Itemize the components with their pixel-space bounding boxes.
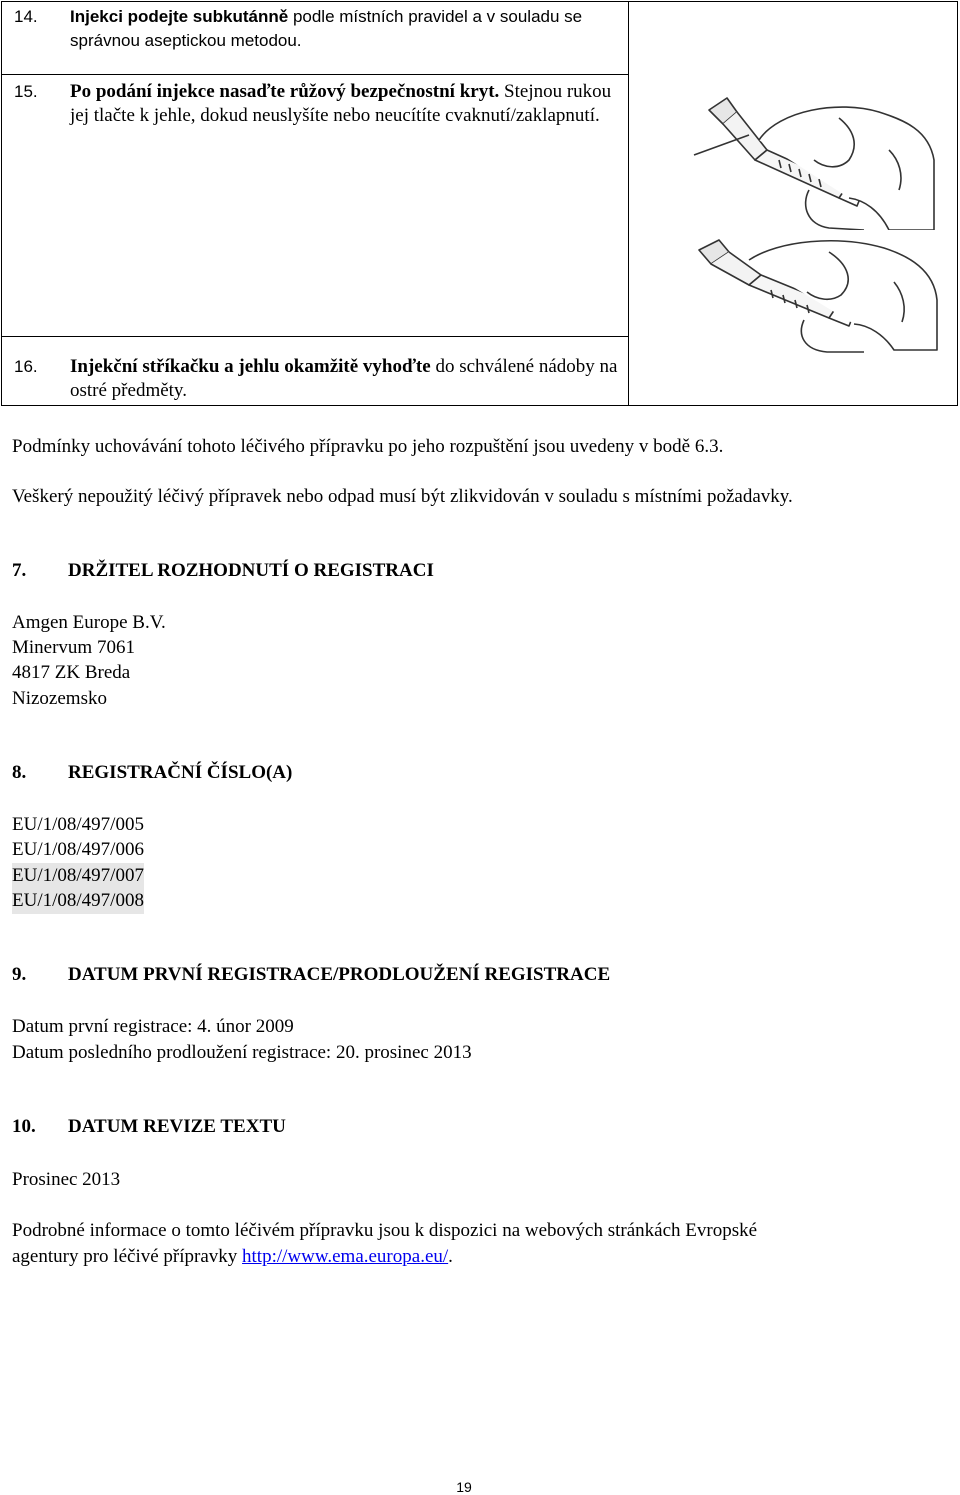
step-15-rest: Stejnou rukou jej tlačte k jehle, dokud neuslyšíte nebo neucítíte cvaknutí/zaklapnutí. [70,81,612,126]
renewal-date: Datum posledního prodloužení registrace: 20. prosinec 2013 [12,1042,472,1063]
reg-number-2: EU/1/08/497/006 [12,839,144,860]
disposal-note: Veškerý nepoužitý léčivý přípravek nebo odpad musí být zlikvidován v souladu s místními požadavky. [12,486,793,507]
section-7-heading: 7. DRŽITEL ROZHODNUTÍ O REGISTRACI [12,560,434,581]
info-line-1: Podrobné informace o tomto léčivém přípravku jsou k dispozici na webových stránkách Evropské [12,1220,758,1241]
reg-number-1: EU/1/08/497/005 [12,814,144,835]
illustration-cell [629,2,958,406]
syringe-guard-illustration-bottom [689,230,939,355]
holder-line-3: 4817 ZK Breda [12,662,131,683]
step-16-rest: do schválené nádoby na ostré předměty. [70,356,618,401]
holder-line-2: Minervum 7061 [12,637,135,658]
reg-number-3: EU/1/08/497/007 [12,863,144,889]
reg-number-4: EU/1/08/497/008 [12,888,144,914]
storage-note: Podmínky uchovávání tohoto léčivého přípravku po jeho rozpuštění jsou uvedeny v bodě 6.3. [12,436,724,457]
step-16-cell: 16. Injekční stříkačku a jehlu okamžitě vyhoďte do schválené nádoby na ostré předměty. [2,337,629,406]
section-8-heading: 8. REGISTRAČNÍ ČÍSLO(A) [12,762,293,783]
step-14-cell: 14. Injekci podejte subkutánně podle místních pravidel a v souladu se správnou aseptickou metodou. [2,2,629,75]
step-15-bold: Po podání injekce nasaďte růžový bezpečnostní kryt. [70,81,500,102]
instruction-steps-table [1,1,958,406]
section-9-heading: 9. DATUM PRVNÍ REGISTRACE/PRODLOUŽENÍ REGISTRACE [12,964,611,985]
page-number: 19 [456,1479,472,1495]
holder-line-1: Amgen Europe B.V. [12,612,166,633]
first-registration-date: Datum první registrace: 4. únor 2009 [12,1016,294,1037]
step-15-cell: 15. Po podání injekce nasaďte růžový bezpečnostní kryt. Stejnou rukou jej tlačte k jehle, dokud neuslyšíte nebo neucítíte cvaknutí/zaklapnutí. [2,75,629,337]
step-16-bold: Injekční stříkačku a jehlu okamžitě vyhoďte [70,356,431,377]
section-10-heading: 10. DATUM REVIZE TEXTU [12,1116,286,1137]
info-line-2: agentury pro léčivé přípravky http://www.ema.europa.eu/. [12,1246,453,1267]
revision-date: Prosinec 2013 [12,1169,121,1190]
step-14-bold: Injekci podejte subkutánně [70,7,289,26]
syringe-guard-illustration-top [689,90,939,230]
holder-line-4: Nizozemsko [12,688,107,709]
ema-website-link[interactable]: http://www.ema.europa.eu/ [242,1246,449,1267]
step-14-rest: podle místních pravidel a v souladu se správnou aseptickou metodou. [70,7,583,50]
